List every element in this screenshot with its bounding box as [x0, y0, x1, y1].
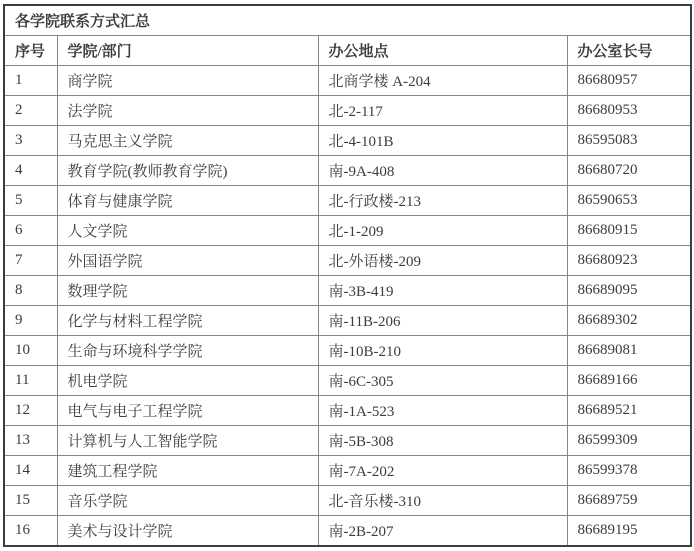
- cell-phone: 86689521: [567, 396, 691, 426]
- cell-location: 北-外语楼-209: [318, 246, 567, 276]
- cell-phone: 86680720: [567, 156, 691, 186]
- cell-phone: 86680957: [567, 66, 691, 96]
- contact-table: [3, 4, 692, 547]
- cell-no: 15: [4, 486, 57, 516]
- cell-department: 建筑工程学院: [57, 456, 318, 486]
- cell-location: 南-10B-210: [318, 336, 567, 366]
- table-row: [4, 246, 691, 276]
- cell-no: 4: [4, 156, 57, 186]
- cell-location: 北-2-117: [318, 96, 567, 126]
- cell-department: 数理学院: [57, 276, 318, 306]
- cell-department: 外国语学院: [57, 246, 318, 276]
- table-row: [4, 306, 691, 336]
- cell-location: 南-7A-202: [318, 456, 567, 486]
- table-row: [4, 396, 691, 426]
- cell-no: 2: [4, 96, 57, 126]
- cell-no: 5: [4, 186, 57, 216]
- cell-no: 8: [4, 276, 57, 306]
- cell-no: 3: [4, 126, 57, 156]
- cell-location: 南-2B-207: [318, 516, 567, 547]
- cell-location: 南-3B-419: [318, 276, 567, 306]
- cell-department: 商学院: [57, 66, 318, 96]
- cell-department: 音乐学院: [57, 486, 318, 516]
- cell-phone: 86689195: [567, 516, 691, 547]
- table-row: [4, 156, 691, 186]
- cell-no: 13: [4, 426, 57, 456]
- table-body: [4, 66, 691, 547]
- cell-department: 机电学院: [57, 366, 318, 396]
- table-row: [4, 486, 691, 516]
- cell-no: 16: [4, 516, 57, 547]
- table-title: 各学院联系方式汇总: [4, 5, 691, 36]
- cell-department: 马克思主义学院: [57, 126, 318, 156]
- cell-no: 14: [4, 456, 57, 486]
- cell-phone: 86689166: [567, 366, 691, 396]
- table-row: [4, 126, 691, 156]
- cell-location: 北-1-209: [318, 216, 567, 246]
- cell-phone: 86590653: [567, 186, 691, 216]
- cell-department: 法学院: [57, 96, 318, 126]
- cell-phone: 86599378: [567, 456, 691, 486]
- header-department: 学院/部门: [57, 36, 318, 66]
- table-row: [4, 366, 691, 396]
- cell-department: 化学与材料工程学院: [57, 306, 318, 336]
- cell-no: 11: [4, 366, 57, 396]
- header-no: 序号: [4, 36, 57, 66]
- cell-phone: 86689759: [567, 486, 691, 516]
- cell-phone: 86689302: [567, 306, 691, 336]
- cell-phone: 86680923: [567, 246, 691, 276]
- cell-location: 南-11B-206: [318, 306, 567, 336]
- cell-department: 生命与环境科学学院: [57, 336, 318, 366]
- table-row: [4, 276, 691, 306]
- header-location: 办公地点: [318, 36, 567, 66]
- table-row: [4, 456, 691, 486]
- cell-department: 人文学院: [57, 216, 318, 246]
- header-row: [4, 36, 691, 66]
- cell-phone: 86689095: [567, 276, 691, 306]
- cell-no: 12: [4, 396, 57, 426]
- cell-location: 北-音乐楼-310: [318, 486, 567, 516]
- cell-phone: 86595083: [567, 126, 691, 156]
- title-row: [4, 5, 691, 36]
- cell-phone: 86680953: [567, 96, 691, 126]
- cell-department: 电气与电子工程学院: [57, 396, 318, 426]
- cell-no: 6: [4, 216, 57, 246]
- cell-phone: 86680915: [567, 216, 691, 246]
- cell-department: 美术与设计学院: [57, 516, 318, 547]
- table-row: [4, 66, 691, 96]
- cell-no: 10: [4, 336, 57, 366]
- header-phone: 办公室长号: [567, 36, 691, 66]
- cell-no: 9: [4, 306, 57, 336]
- table-row: [4, 426, 691, 456]
- cell-phone: 86599309: [567, 426, 691, 456]
- cell-no: 7: [4, 246, 57, 276]
- table-row: [4, 186, 691, 216]
- cell-location: 南-1A-523: [318, 396, 567, 426]
- cell-location: 北-行政楼-213: [318, 186, 567, 216]
- cell-phone: 86689081: [567, 336, 691, 366]
- cell-department: 体育与健康学院: [57, 186, 318, 216]
- cell-location: 南-5B-308: [318, 426, 567, 456]
- table-row: [4, 516, 691, 547]
- cell-department: 计算机与人工智能学院: [57, 426, 318, 456]
- table-row: [4, 216, 691, 246]
- cell-location: 南-6C-305: [318, 366, 567, 396]
- table-row: [4, 336, 691, 366]
- cell-location: 北商学楼 A-204: [318, 66, 567, 96]
- cell-no: 1: [4, 66, 57, 96]
- table-row: [4, 96, 691, 126]
- cell-department: 教育学院(教师教育学院): [57, 156, 318, 186]
- cell-location: 南-9A-408: [318, 156, 567, 186]
- cell-location: 北-4-101B: [318, 126, 567, 156]
